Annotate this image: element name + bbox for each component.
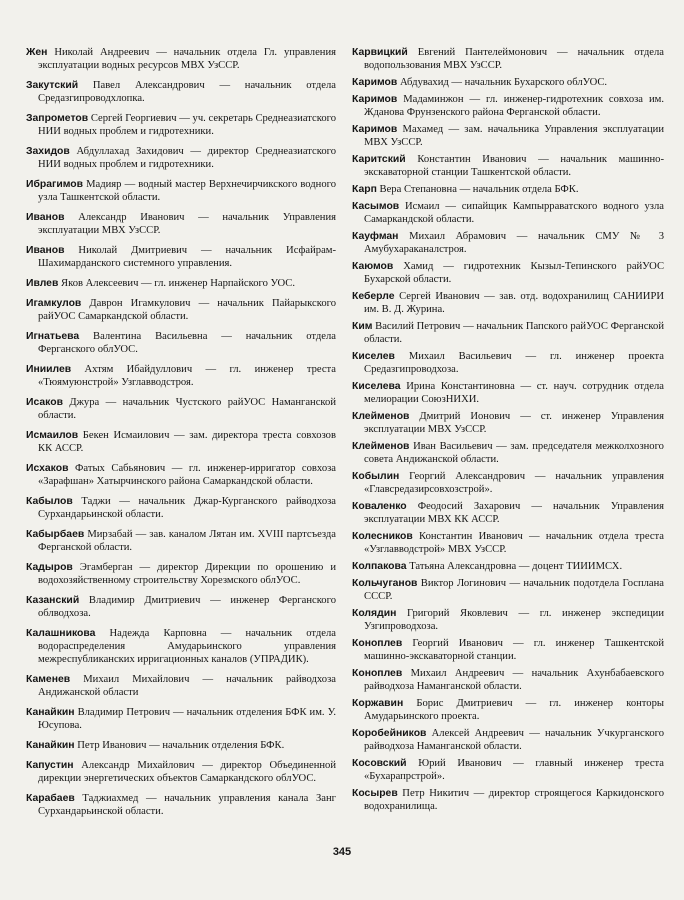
entry-surname: Коробейников [352, 728, 427, 739]
left-column [26, 46, 336, 825]
directory-entry [352, 200, 664, 226]
entry-description: Александр Иванович — начальник Управления эксплуатации МВХ УзССР. [38, 212, 336, 236]
entry-surname: Калашникова [26, 628, 96, 639]
entry-description: Хамид — гидротехник Кызыл-Тепинского райУОС Бухарской области. [364, 261, 665, 285]
directory-entry [352, 667, 664, 693]
entry-description: Константин Иванович — начальник машинно-экскаваторной станции Ташкентской области. [364, 154, 665, 178]
page-number: 345 [332, 846, 352, 858]
directory-entry [352, 727, 664, 753]
directory-entry [26, 46, 336, 72]
directory-entry [352, 697, 664, 723]
entry-surname: Каритский [352, 154, 406, 165]
directory-entry [26, 211, 336, 237]
entry-description: Мадаминжон — гл. инженер-гидротехник совхоза им. Жданова Фрунзенского района Ферганской области. [364, 94, 664, 118]
entry-description: Ахтям Ибайдуллович — гл. инженер треста «Тюямуюнстрой» Узглавводстроя. [38, 364, 337, 388]
entry-description: Константин Иванович — начальник отдела треста «Узглавводстрой» МВХ УзССР. [364, 531, 664, 555]
directory-entry [26, 495, 336, 521]
entry-surname: Игамкулов [26, 298, 82, 309]
directory-entry [26, 706, 336, 732]
entry-surname: Игнатьева [26, 331, 80, 342]
entry-surname: Иниилев [26, 364, 72, 375]
entry-description: Таджи — начальник Джар-Курганского райводхоза Сурхандарьинской области. [38, 496, 337, 520]
entry-description: Сергей Иванович — зав. отд. водохранилищ САНИИРИ им. В. Д. Журина. [364, 291, 664, 315]
entry-surname: Киселева [352, 381, 401, 392]
entry-description: Михаил Васильевич — гл. инженер проекта Средазгипроводхоза. [364, 351, 664, 375]
entry-description: Петр Никитич — директор строящегося Каркидонского водохранилища. [364, 788, 664, 812]
entry-surname: Исмаилов [26, 430, 79, 441]
entry-description: Николай Андреевич — начальник отдела Гл. управления эксплуатации водных ресурсов МВХ УзССР. [38, 47, 336, 71]
directory-entry [352, 93, 664, 119]
entry-surname: Запрометов [26, 113, 89, 124]
directory-entry [352, 757, 664, 783]
directory-entry [352, 577, 664, 603]
entry-surname: Каримов [352, 124, 398, 135]
entry-description: Владимир Дмитриевич — инженер Ферганского облводхоза. [38, 595, 336, 619]
directory-entry [352, 290, 664, 316]
entry-description: Петр Иванович — начальник отделения БФК. [77, 740, 285, 751]
entry-surname: Жен [26, 47, 48, 58]
entry-surname: Каримов [352, 94, 398, 105]
entry-surname: Кауфман [352, 231, 399, 242]
directory-entry [26, 429, 336, 455]
entry-description: Исмаил — сипайщик Кампырраватского водного узла Самаркандской области. [364, 201, 664, 225]
entry-surname: Исхаков [26, 463, 69, 474]
entry-description: Павел Александрович — начальник отдела Средазгипроводхлопка. [38, 80, 336, 104]
entry-description: Григорий Яковлевич — гл. инженер экспедиции Узгипроводхоза. [364, 608, 664, 632]
entry-surname: Коржавин [352, 698, 404, 709]
directory-entry [26, 396, 336, 422]
entry-surname: Киселев [352, 351, 395, 362]
directory-entry [352, 46, 664, 72]
entry-surname: Ким [352, 321, 373, 332]
entry-surname: Клейменов [352, 411, 410, 422]
entry-surname: Каримов [352, 77, 398, 88]
directory-entry [26, 528, 336, 554]
directory-entry [26, 244, 336, 270]
entry-description: Ирина Константиновна — ст. науч. сотрудник отдела мелиорации СоюзНИХИ. [364, 381, 664, 405]
directory-entry [26, 561, 336, 587]
entry-surname: Кеберле [352, 291, 395, 302]
directory-entry [26, 297, 336, 323]
directory-entry [352, 76, 664, 89]
entry-description: Мадияр — водный мастер Верхнечирчикского водного узла Ташкентской области. [38, 179, 337, 203]
entry-description: Надежда Карповна — начальник отдела водораспределения Амударьинского управления межреспубликанских ирригационных каналов (УПРАДИК). [38, 628, 336, 665]
entry-description: Мирзабай — зав. каналом Лятан им. XVIII партсъезда Ферганской области. [38, 529, 336, 553]
entry-surname: Кольчуганов [352, 578, 418, 589]
directory-entry [26, 79, 336, 105]
entry-description: Махамед — зам. начальника Управления эксплуатации МВХ УзССР. [364, 124, 664, 148]
entry-surname: Исаков [26, 397, 63, 408]
entry-surname: Иванов [26, 212, 65, 223]
directory-entry [26, 739, 336, 752]
directory-entry [352, 787, 664, 813]
entry-description: Эгамберган — директор Дирекции по орошению и водохозяйственному строительству Хорезмского облУОС. [38, 562, 337, 586]
entry-surname: Косовский [352, 758, 407, 769]
entry-description: Татьяна Александровна — доцент ТИИИМСХ. [409, 561, 623, 572]
entry-surname: Захидов [26, 146, 70, 157]
directory-entry [26, 330, 336, 356]
entry-description: Вера Степановна — начальник отдела БФК. [379, 184, 579, 195]
entry-surname: Кадыров [26, 562, 73, 573]
entry-description: Даврон Игамкулович — начальник Пайарыкского райУОС Самаркандской области. [38, 298, 337, 322]
directory-entry [26, 594, 336, 620]
directory-entry [26, 792, 336, 818]
directory-entry [352, 320, 664, 346]
entry-surname: Колпакова [352, 561, 407, 572]
directory-entry [352, 440, 664, 466]
entry-surname: Карп [352, 184, 377, 195]
entry-description: Иван Васильевич — зам. председателя межколхозного совета Андижанской области. [364, 441, 664, 465]
entry-description: Бекен Исмаилович — зам. директора треста совхозов КК АССР. [38, 430, 336, 454]
directory-entry [352, 153, 664, 179]
directory-entry [352, 183, 664, 196]
entry-description: Владимир Петрович — начальник отделения БФК им. У. Юсупова. [38, 707, 336, 731]
directory-entry [352, 410, 664, 436]
right-column [352, 46, 664, 817]
entry-surname: Канайкин [26, 740, 75, 751]
directory-entry [352, 260, 664, 286]
directory-entry [352, 350, 664, 376]
entry-description: Юрий Иванович — главный инженер треста «Бухарапрстрой». [364, 758, 664, 782]
entry-surname: Колесников [352, 531, 413, 542]
entry-surname: Ивлев [26, 278, 59, 289]
directory-entry [352, 607, 664, 633]
entry-description: Таджиахмед — начальник управления канала Занг Сурхандарьинской области. [38, 793, 336, 817]
entry-description: Михаил Андреевич — начальник Ахунбабаевского райводхоза Наманганской области. [364, 668, 664, 692]
entry-surname: Кобылин [352, 471, 400, 482]
entry-description: Николай Дмитриевич — начальник Исфайрам-Шахимарданского системного управления. [38, 245, 336, 269]
entry-description: Фатых Сабьянович — гл. инженер-ирригатор совхоза «Зарафшан» Хатырчинского района Самаркандской области. [38, 463, 336, 487]
entry-surname: Карабаев [26, 793, 75, 804]
entry-description: Сергей Георгиевич — уч. секретарь Среднеазиатского НИИ водных проблем и гидротехники. [38, 113, 336, 137]
entry-description: Михаил Абрамович — начальник СМУ № 3 Амубухараканалстроя. [364, 231, 664, 255]
entry-description: Георгий Александрович — начальник управления «Главсредазирсовхозстрой». [364, 471, 664, 495]
entry-description: Михаил Михайлович — начальник райводхоза Андижанской области [38, 674, 336, 698]
directory-entry [26, 627, 336, 666]
directory-entry [352, 230, 664, 256]
entry-description: Джура — начальник Чустского райУОС Наманганской области. [38, 397, 336, 421]
directory-entry [26, 462, 336, 488]
entry-surname: Закутский [26, 80, 79, 91]
entry-surname: Косырев [352, 788, 398, 799]
entry-description: Абдувахид — начальник Бухарского облУОС. [399, 77, 608, 88]
entry-surname: Коваленко [352, 501, 407, 512]
entry-surname: Ибрагимов [26, 179, 84, 190]
directory-entry [26, 112, 336, 138]
entry-description: Александр Михайлович — директор Объединенной дирекции энергетических объектов Самаркандского облУОС. [38, 760, 336, 784]
entry-surname: Каюмов [352, 261, 394, 272]
directory-entry [26, 363, 336, 389]
directory-entry [26, 759, 336, 785]
entry-description: Валентина Васильевна — начальник отдела Ферганского облУОС. [38, 331, 336, 355]
entry-surname: Карвицкий [352, 47, 408, 58]
entry-description: Феодосий Захарович — начальник Управления эксплуатации МВХ КК АССР. [364, 501, 664, 525]
entry-description: Виктор Логинович — начальник подотдела Госплана СССР. [364, 578, 665, 602]
directory-entry [26, 178, 336, 204]
directory-entry [352, 530, 664, 556]
entry-description: Алексей Андреевич — начальник Учкурганского райводхоза Наманганской области. [364, 728, 664, 752]
directory-entry [352, 637, 664, 663]
directory-entry [352, 380, 664, 406]
entry-surname: Иванов [26, 245, 65, 256]
entry-surname: Капустин [26, 760, 74, 771]
directory-entry [352, 500, 664, 526]
directory-entry [26, 673, 336, 699]
entry-description: Яков Алексеевич — гл. инженер Нарпайского УОС. [61, 278, 296, 289]
entry-description: Борис Дмитриевич — гл. инженер конторы Амударьинского проекта. [364, 698, 664, 722]
entry-surname: Каменев [26, 674, 71, 685]
directory-entry [26, 145, 336, 171]
entry-surname: Коноплев [352, 668, 403, 679]
directory-entry [352, 470, 664, 496]
entry-surname: Канайкин [26, 707, 75, 718]
entry-surname: Кабылов [26, 496, 73, 507]
entry-description: Абдуллахад Захидович — директор Среднеазиатского НИИ водных проблем и гидротехники. [38, 146, 336, 170]
entry-surname: Коноплев [352, 638, 403, 649]
entry-surname: Казанский [26, 595, 80, 606]
entry-description: Василий Петрович — начальник Папского райУОС Ферганской области. [364, 321, 664, 345]
entry-surname: Клейменов [352, 441, 410, 452]
directory-entry [352, 560, 664, 573]
entry-description: Евгений Пантелеймонович — начальник отдела водопользования МВХ УзССР. [364, 47, 664, 71]
directory-entry [352, 123, 664, 149]
entry-description: Георгий Иванович — гл. инженер Ташкентской машинно-экскаваторной станции. [364, 638, 664, 662]
entry-surname: Колядин [352, 608, 397, 619]
entry-surname: Касымов [352, 201, 400, 212]
directory-entry [26, 277, 336, 290]
entry-surname: Кабырбаев [26, 529, 85, 540]
entry-description: Дмитрий Ионович — ст. инженер Управления эксплуатации МВХ УзССР. [364, 411, 664, 435]
